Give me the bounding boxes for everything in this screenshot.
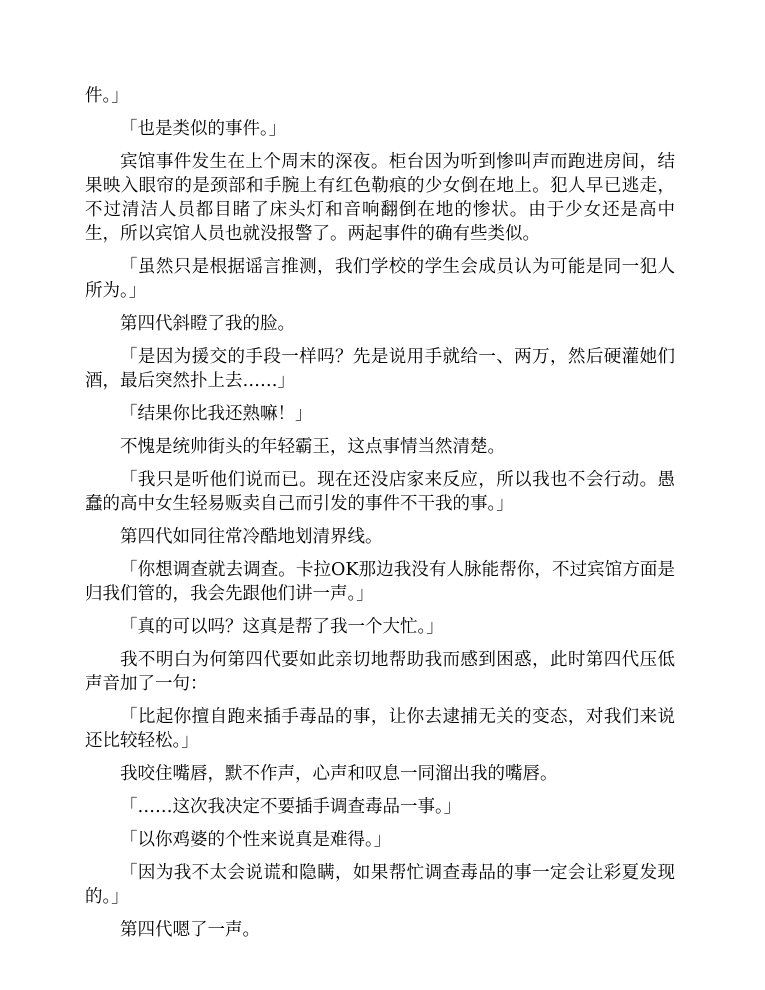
paragraph: 「是因为援交的手段一样吗？先是说用手就给一、两万，然后硬灌她们酒，最后突然扑上去……」 bbox=[85, 347, 675, 391]
paragraph: 第四代斜瞪了我的脸。 bbox=[120, 314, 295, 334]
paragraph: 「虽然只是根据谣言推测，我们学校的学生会成员认为可能是同一犯人所为。」 bbox=[85, 257, 675, 301]
paragraph: 宾馆事件发生在上个周末的深夜。柜台因为听到惨叫声而跑进房间，结果映入眼帘的是颈部和手腕上有红色勒痕的少女倒在地上。犯人早已逃走，不过清洁人员都目睹了床头灯和音响翻倒在地的惨状。由于少女还是高中生，所以宾馆人员也就没报警了。两起事件的确有些类似。 bbox=[85, 152, 675, 244]
paragraph: 「真的可以吗？这真是帮了我一个大忙。」 bbox=[120, 617, 444, 637]
paragraph: 「比起你擅自跑来插手毒品的事，让你去逮捕无关的变态，对我们来说还比较轻松。」 bbox=[85, 707, 675, 751]
paragraph: 第四代如同往常冷酷地划清界线。 bbox=[120, 527, 383, 547]
paragraph: 我不明白为何第四代要如此亲切地帮助我而感到困惑，此时第四代压低声音加了一句： bbox=[85, 650, 675, 694]
paragraph: 「我只是听他们说而已。现在还没店家来反应，所以我也不会行动。愚蠢的高中女生轻易贩卖自己而引发的事件不干我的事。」 bbox=[85, 470, 675, 514]
paragraph: 第四代嗯了一声。 bbox=[120, 920, 260, 940]
paragraph: 「你想调查就去调查。卡拉OK那边我没有人脉能帮你，不过宾馆方面是归我们管的，我会先跟他们讲一声。」 bbox=[85, 560, 675, 604]
paragraph: 「也是类似的事件。」 bbox=[120, 119, 287, 139]
paragraph: 「因为我不太会说谎和隐瞒，如果帮忙调查毒品的事一定会让彩夏发现的。」 bbox=[85, 863, 675, 907]
paragraph: 件。」 bbox=[85, 86, 129, 106]
document-page bbox=[85, 84, 675, 951]
paragraph: 不愧是统帅街头的年轻霸王，这点事情当然清楚。 bbox=[120, 437, 505, 457]
paragraph: 「结果你比我还熟嘛！」 bbox=[120, 404, 313, 424]
paragraph: 我咬住嘴唇，默不作声，心声和叹息一同溜出我的嘴唇。 bbox=[120, 764, 558, 784]
paragraph: 「以你鸡婆的个性来说真是难得。」 bbox=[120, 830, 392, 850]
paragraph: 「……这次我决定不要插手调查毒品一事。」 bbox=[120, 797, 462, 817]
